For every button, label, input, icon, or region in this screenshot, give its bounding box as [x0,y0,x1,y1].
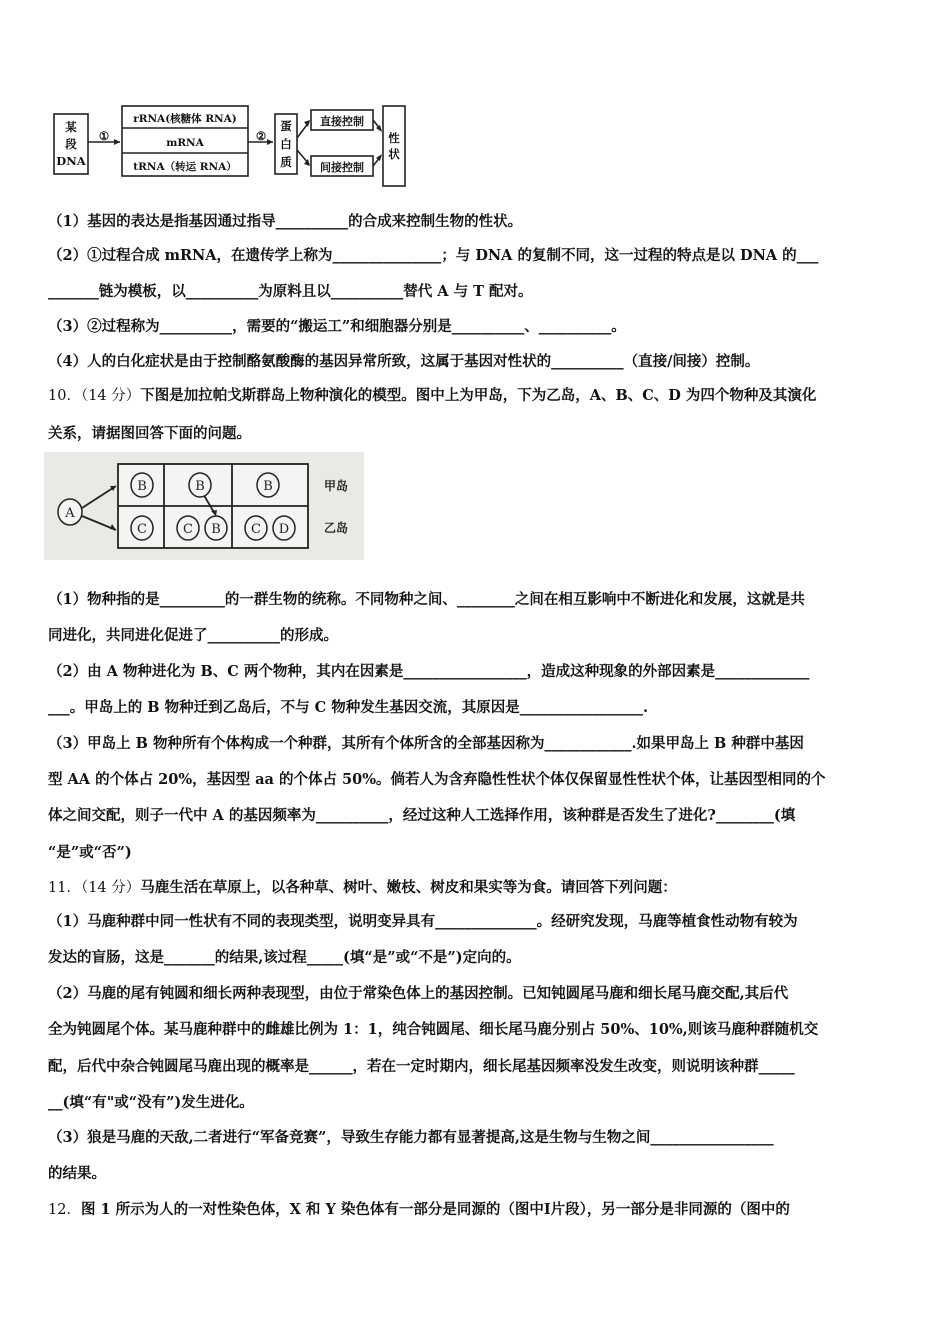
q11-line-2: 发达的盲肠，这是_______的结果,该过程_____(填“是”或“不是”)定向的。 [48,949,521,966]
q11-line-3: （2）马鹿的尾有钝圆和细长两种表现型，由位于常染色体上的基因控制。已知钝圆尾马鹿和细长尾马鹿交配,其后代 [48,985,789,1002]
step-1-label: ① [98,129,110,143]
q11-intro [48,878,677,898]
indirect-control-label: 间接控制 [320,161,364,174]
direct-control-label: 直接控制 [320,115,364,128]
q12-line-1 [48,1200,790,1220]
q12-number: 12． [48,1202,81,1218]
mrna-label: mRNA [166,137,204,149]
q9-line-3: _______链为模板，以__________为原料且以__________替代 A 与 T 配对。 [48,283,533,300]
bottom-species-5-label: D [278,522,290,537]
bottom-species-4-label: C [251,522,261,537]
q11-number: 11．（14 分） [48,880,141,896]
dna-box-char-1: 某 [65,120,77,134]
q9-line-4: （3）②过程称为__________，需要的“搬运工”和细胞器分别是__________、__________。 [48,318,626,335]
protein-box-char-2: 白 [280,137,292,151]
dna-box-char-3: DNA [56,154,86,168]
q10-line-3: （2）由 A 物种进化为 B、C 两个物种，其内在因素是_________________，造成这种现象的外部因素是_____________ [48,663,810,680]
trait-box-char-1: 性 [388,131,400,145]
q10-line-8: “是”或“否”) [48,844,132,861]
dna-box-char-2: 段 [65,137,77,151]
ancestor-a-label: A [65,506,75,521]
q10-line-1: （1）物种指的是_________的一群生物的统称。不同物种之间、________之间在相互影响中不断进化和发展，这就是共 [48,591,805,608]
q11-line-5: 配，后代中杂合钝圆尾马鹿出现的概率是______，若在一定时期内，细长尾基因频率没发生改变，则说明该种群_____ [48,1058,795,1075]
q10-number: 10．（14 分） [48,388,141,404]
q11-line-1: （1）马鹿种群中同一性状有不同的表现类型，说明变异具有______________。经研究发现，马鹿等植食性动物有较为 [48,913,798,930]
q9-line-2: （2）①过程合成 mRNA，在遗传学上称为_______________；与 DNA 的复制不同，这一过程的特点是以 DNA 的___ [48,247,819,264]
bottom-species-1-label: C [137,522,147,537]
q10-line-6: 型 AA 的个体占 20%，基因型 aa 的个体占 50%。倘若人为含弃隐性性状个体仅保留显性性状个体，让基因型相同的个 [48,771,826,788]
island-evolution-diagram [44,452,364,560]
q9-line-5: （4）人的白化症状是由于控制酪氨酸酶的基因异常所致，这属于基因对性状的__________（直接/间接）控制。 [48,353,760,370]
bottom-species-3-label: B [211,522,221,537]
bottom-species-2-label: C [183,522,193,537]
q11-line-4: 全为钝圆尾个体。某马鹿种群中的雌雄比例为 1：1，纯合钝圆尾、细长尾马鹿分别占 50%、10%,则该马鹿种群随机交 [48,1021,819,1038]
top-species-3-label: B [263,479,273,494]
island-top-label: 甲岛 [323,479,349,493]
q11-line-8: 的结果。 [48,1165,106,1182]
q10-line-5: （3）甲岛上 B 物种所有个体构成一个种群，其所有个体所含的全部基因称为____________.如果甲岛上 B 种群中基因 [48,735,804,752]
q11-intro-text: 马鹿生活在草原上，以各种草、树叶、嫩枝、树皮和果实等为食。请回答下列问题： [140,879,677,896]
protein-box-char-3: 质 [280,155,292,169]
q10-intro-line-2: 关系，请据图回答下面的问题。 [48,425,251,442]
q10-line-4: ___。甲岛上的 B 物种迁到乙岛后，不与 C 物种发生基因交流，其原因是_________________. [48,699,649,716]
q9-line-1: （1）基因的表达是指基因通过指导__________的合成来控制生物的性状。 [48,213,523,230]
top-species-2-label: B [195,479,205,494]
trna-label: tRNA（转运 RNA） [133,161,237,173]
rrna-label: rRNA(核糖体 RNA) [133,113,237,125]
q10-intro-line-1 [48,386,816,406]
q11-line-6: __(填“有"或“没有”)发生进化。 [48,1094,254,1111]
q10-intro-text: 下图是加拉帕戈斯群岛上物种演化的模型。图中上为甲岛，下为乙岛，A、B、C、D 为四个物种及其演化 [140,387,817,404]
q10-line-7: 体之间交配，则子一代中 A 的基因频率为__________，经过这种人工选择作用，该种群是否发生了进化?________(填 [48,807,796,824]
q12-text: 图 1 所示为人的一对性染色体，X 和 Y 染色体有一部分是同源的（图中Ⅰ片段），另一部分是非同源的（图中的 [80,1201,790,1218]
protein-box-char-1: 蛋 [280,119,292,133]
step-2-label: ② [255,129,267,143]
trait-box-char-2: 状 [388,147,400,161]
q10-line-2: 同进化，共同进化促进了__________的形成。 [48,627,338,644]
q11-line-7: （3）狼是马鹿的天敌,二者进行“军备竞赛”，导致生存能力都有显著提高,这是生物与生物之间_________________ [48,1129,774,1146]
island-bottom-label: 乙岛 [323,521,349,535]
gene-expression-diagram [50,100,410,190]
top-species-1-label: B [137,479,147,494]
